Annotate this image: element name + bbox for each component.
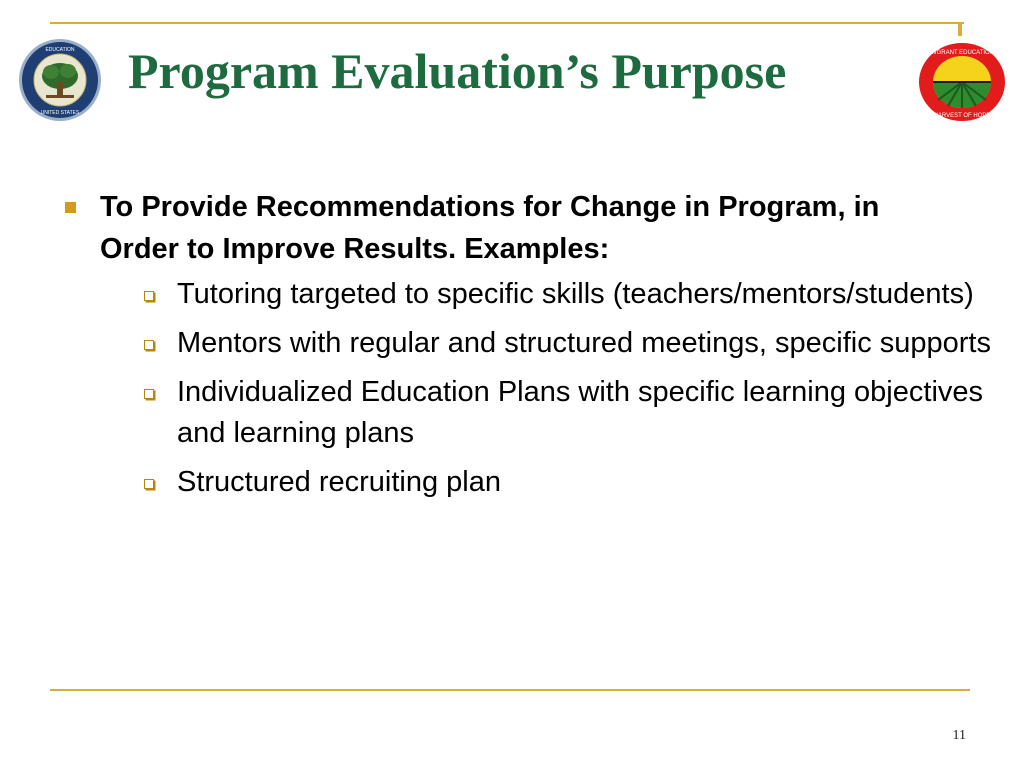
page-number: 11 [952,728,966,743]
bottom-divider-line [50,689,970,691]
svg-text:UNITED STATES: UNITED STATES [40,110,80,116]
slide-body [60,186,991,511]
svg-text:EDUCATION: EDUCATION [45,47,75,53]
sub-bullet-item [100,372,984,454]
department-of-education-seal-icon [18,38,102,122]
hollow-square-bullet-icon [144,389,154,399]
square-bullet-icon [65,202,76,213]
svg-text:HARVEST OF HOPE: HARVEST OF HOPE [933,113,991,119]
main-bullet-item [60,186,991,503]
main-bullet-text: To Provide Recommendations for Change in Program, in Order to Improve Results. Examples: [100,191,880,265]
migrant-education-seal-icon [918,42,1006,122]
sub-bullet-item [100,462,980,503]
sub-bullet-text: Tutoring targeted to specific skills (teachers/mentors/students) [177,278,974,310]
hollow-square-bullet-icon [144,479,154,489]
slide-title: Program Evaluation’s Purpose [128,43,787,99]
sub-bullet-list [100,274,991,503]
top-divider-tick [958,22,962,36]
svg-text:MIGRANT EDUCATION: MIGRANT EDUCATION [929,50,995,56]
sub-bullet-text: Mentors with regular and structured meetings, specific supports [177,327,991,359]
sub-bullet-text: Structured recruiting plan [177,466,501,498]
top-divider-line [50,22,964,24]
sub-bullet-item [100,323,991,364]
sub-bullet-item [100,274,980,315]
hollow-square-bullet-icon [144,291,154,301]
sub-bullet-text: Individualized Education Plans with specific learning objectives and learning plans [177,376,984,449]
hollow-square-bullet-icon [144,340,154,350]
